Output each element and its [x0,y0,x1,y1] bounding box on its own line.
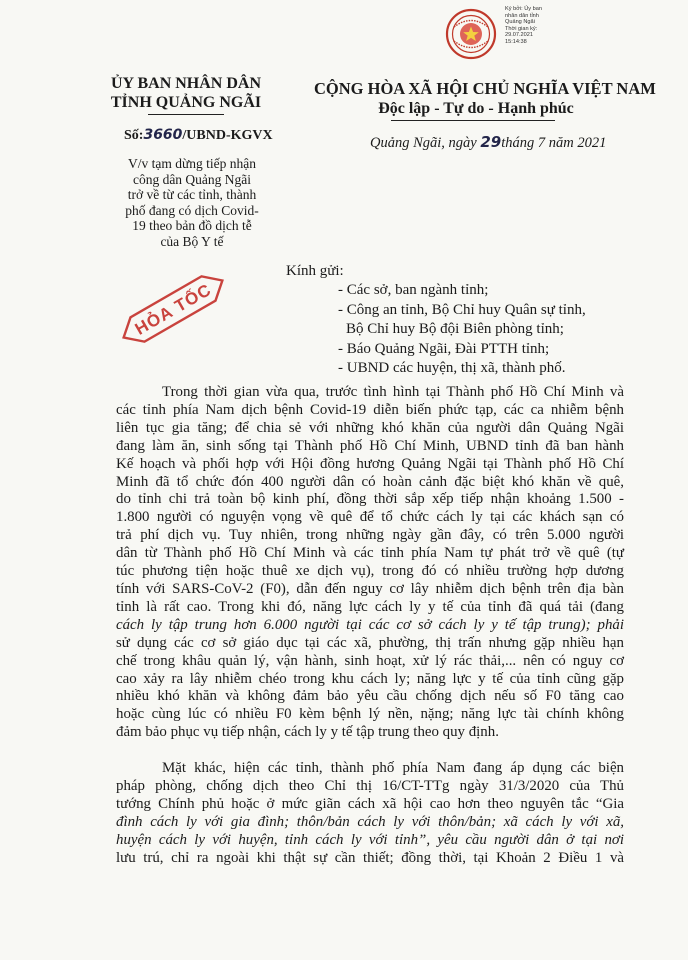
red-seal-icon [445,8,497,60]
body-line: hoặc cùng lúc có nhiều F0 kèm bệnh lý nền, nặng; năng lực tài chính không [116,706,624,723]
recipient-item: - UBND các huyện, thị xã, thành phố. [338,360,566,377]
body-line: tính với SARS-CoV-2 (F0), dẫn đến nguy cơ lây nhiễm dịch bệnh trên địa bàn [116,580,624,597]
subject-line: 19 theo bản đồ dịch tễ [132,218,252,234]
body-line: đảm bảo phục vụ tiếp nhận, cách ly y tế tập trung theo quy định. [116,724,499,741]
signature-line: 15:14:38 [505,38,527,45]
subject-line: phố đang có dịch Covid- [125,202,259,218]
issue-date [370,133,606,152]
body-line: dân từ Thành phố Hồ Chí Minh và các tỉnh phía Nam tự phát trở về quê (tự [116,545,624,562]
body-line: tỉnh là rất cao. Trong khi đó, năng lực cách ly y tế của tỉnh đã quá tải (đang [116,598,624,615]
body-line: do tỉnh chi trả toàn bộ kinh phí, đồng thời sắp xếp tiếp nhận khoảng 1.500 - [116,491,624,508]
body-line: sử dụng các cơ sở giáo dục tại các xã, phường, thị trấn nhưng gặp nhiều hạn [116,634,624,651]
signature-line: 29.07.2021 [505,32,533,39]
letter-body [116,384,624,868]
signature-line: Quảng Ngãi [505,19,535,26]
subject-line: của Bộ Y tế [160,233,224,249]
recipient-item: Bộ Chỉ huy Bộ đội Biên phòng tỉnh; [346,321,564,338]
signature-line: nhân dân tỉnh [505,12,539,19]
agency-divider [148,114,224,115]
national-heading [314,79,656,119]
recipient-list [286,281,586,378]
body-line: đình cách ly với gia đình; thôn/bản cách ly với thôn/bản; xã cách ly với xã, [116,813,624,830]
national-motto: Độc lập - Tự do - Hạnh phúc [378,100,574,117]
agency-line-2: TỈNH QUẢNG NGÃI [110,94,262,111]
paragraph-2 [116,760,624,867]
recipient-item: - Báo Quảng Ngãi, Đài PTTH tỉnh; [338,340,550,357]
body-line: huyện cách ly với huyện, tỉnh cách ly với tỉnh”, yêu cầu người dân ở tại nơi [116,831,624,848]
date-suffix: tháng 7 năm 2021 [501,135,607,151]
body-line: Minh đã tổ chức đón 400 người dân có hoàn cảnh đặc biệt khó khăn về quê, [116,473,624,490]
recipient-item: - Công an tỉnh, Bộ Chỉ huy Quân sự tỉnh, [338,301,586,318]
seal-rings [447,10,495,58]
body-line: đang làm ăn, sinh sống tại Thành phố Hồ Chí Minh, UBND tỉnh đã ban hành [116,437,624,454]
digital-signature-info [505,6,605,46]
doc-number-suffix: /UBND-KGVX [182,128,273,143]
subject-line: trở về từ các tỉnh, thành [127,187,257,203]
body-line: Trong thời gian vừa qua, trước tình hình tại Thành phố Hồ Chí Minh và [162,384,624,400]
body-line: Kế hoạch và phối hợp với Hội đồng hương Quảng Ngãi tại Thành phố Hồ Chí [116,455,624,472]
subject-line: V/v tạm dừng tiếp nhận [127,156,257,171]
signature-line: Ký bởi: Ủy ban [505,6,542,12]
motto-divider [391,120,555,121]
issuing-agency [106,74,266,112]
body-line: liên tục gia tăng; để chia sẻ với những khó khăn của người dân Quảng Ngãi [116,419,624,436]
document-number [124,127,273,144]
body-line: trả phí dịch vụ. Tuy nhiên, trong những ngày gần đây, có trên 5.000 người [116,527,624,544]
body-line: Mặt khác, hiện các tỉnh, thành phố phía Nam đang áp dụng các biện [162,760,624,777]
body-line: cách ly tập trung hơn 6.000 người tại các cơ sở cách ly y tế tập trung); phải [116,616,624,633]
body-line: nhiều khó khăn và không đảm bảo yêu cầu chống dịch nếu số F0 tăng cao [116,688,624,705]
greeting: Kính gửi: [286,263,344,279]
paragraph-1 [116,384,624,742]
body-line: pháp phòng, chống dịch theo Chỉ thị 16/CT-TTg ngày 31/3/2020 của Thủ [116,778,624,795]
doc-number-handwritten: 3660 [143,127,183,143]
subject-line: công dân Quảng Ngãi [132,171,252,187]
body-line: tướng Chính phủ hoặc ở mức giãn cách xã hội cao hơn theo nguyên tắc “Gia [116,795,624,812]
urgent-stamp [108,269,238,349]
agency-line-1: ỦY BAN NHÂN DÂN [110,75,262,92]
date-prefix: Quảng Ngãi, ngày [370,135,477,151]
stamp-text: HỎA TỐC [131,280,215,339]
subject-summary [106,156,278,250]
recipient-item: - Các sở, ban ngành tỉnh; [338,282,489,299]
body-line: các tỉnh phía Nam dịch bệnh Covid-19 diễn biến phức tạp, các ca nhiễm bệnh [116,401,624,418]
body-line: lưu trú, chỉ ra ngoài khi thật sự cần thiết; đồng thời, tại Khoản 2 Điều 1 và [116,849,624,866]
body-line: chế trong khâu quản lý, vận hành, sinh hoạt, xử lý rác thải,... nên có nguy cơ [116,652,624,669]
doc-number-prefix: Số: [124,128,144,143]
body-line: 1.800 người có nguyện vọng về quê để tổ chức cách ly tại các khách sạn có [116,509,624,526]
signature-line: Thời gian ký: [505,25,538,32]
republic-title: CỘNG HÒA XÃ HỘI CHỦ NGHĨA VIỆT NAM [314,79,656,98]
body-line: túc phương tiện hoặc thuê xe dịch vụ), trong đó có nhiều trường hợp dương [116,563,624,580]
recipients-block [286,262,586,378]
paragraph-gap [116,742,624,760]
date-day-handwritten: 29 [480,133,502,151]
body-line: cao xảy ra lây nhiễm chéo trong khu cách ly; năng lực y tế của tỉnh cũng gặp [116,670,624,687]
